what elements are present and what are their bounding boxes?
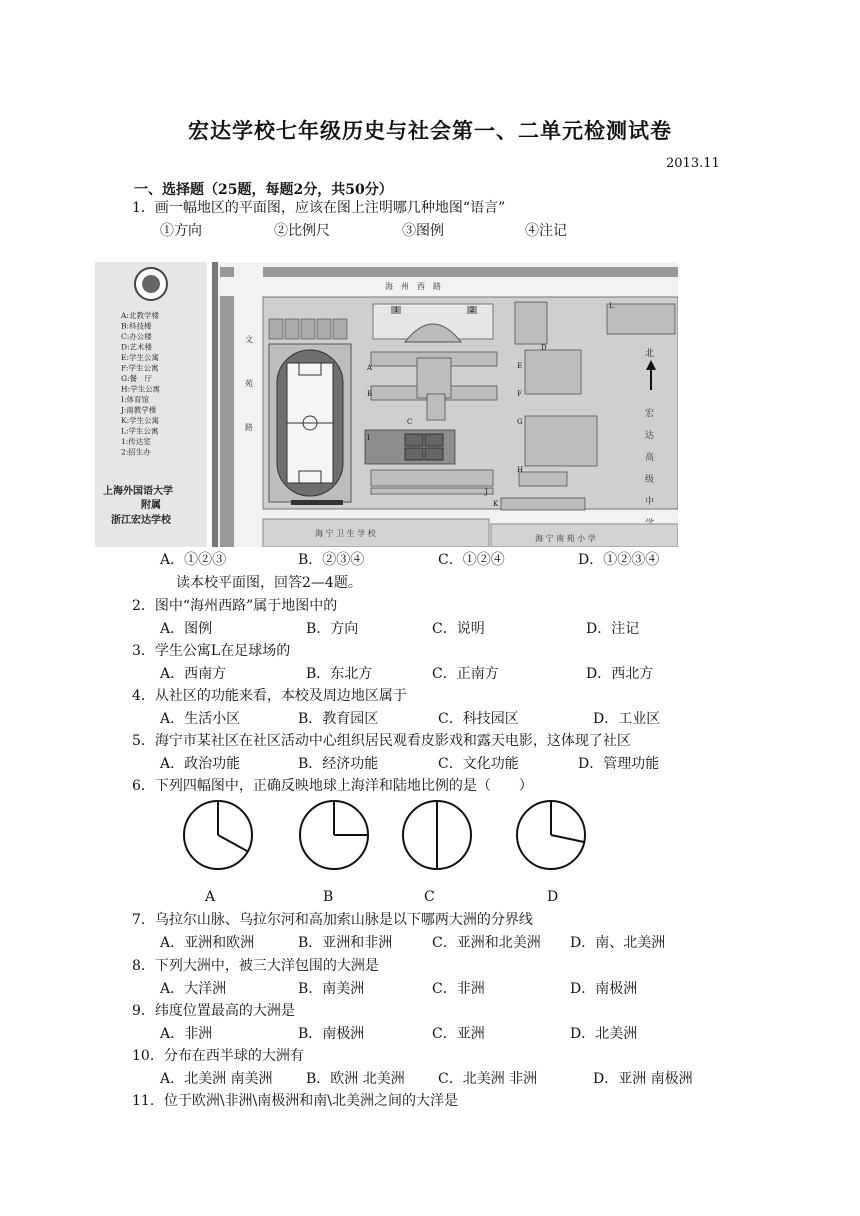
exam-date: 2013.11	[666, 156, 720, 171]
map-building-label: H	[517, 466, 524, 474]
q2-option-a: A．图例	[160, 621, 213, 637]
pie-label-b: B	[323, 889, 334, 905]
map-school-name-bottom: 浙江宏达学校	[111, 515, 171, 526]
q7-option-a: A．亚洲和欧洲	[160, 935, 255, 951]
school-map	[95, 262, 678, 547]
q1-item-2: ②比例尺	[274, 223, 330, 239]
road-label-left-char: 文	[245, 335, 253, 344]
map-building-label: L	[609, 302, 614, 310]
q5-stem: 5．海宁市某社区在社区活动中心组织居民观看皮影戏和露天电影，这体现了社区	[132, 733, 631, 749]
map-building-label: 2	[470, 306, 475, 314]
pie-option-b	[297, 798, 371, 872]
right-school-char: 级	[645, 475, 655, 485]
page-title: 宏达学校七年级历史与社会第一、二单元检测试卷	[188, 118, 672, 143]
road-label-top: 海 州 西 路	[385, 282, 441, 291]
q10-option-c: C．北美洲 非洲	[438, 1071, 538, 1087]
right-school-char: 高	[645, 453, 655, 463]
map-building-label: C	[407, 418, 413, 426]
pie-option-a	[181, 798, 255, 872]
q7-option-c: C．亚洲和北美洲	[432, 935, 541, 951]
q8-stem: 8．下列大洲中，被三大洋包围的大洲是	[132, 958, 379, 974]
q1-item-3: ③图例	[402, 223, 444, 239]
q4-option-c: C．科技园区	[438, 711, 519, 727]
map-intro: 读本校平面图，回答2—4题。	[176, 575, 362, 591]
pie-label-c: C	[424, 889, 435, 905]
pie-option-c	[400, 798, 474, 872]
q3-option-b: B．东北方	[306, 666, 373, 682]
map-legend-item: B:科技楼	[121, 321, 152, 331]
q8-option-a: A．大洋洲	[160, 981, 227, 997]
q1-option-d: D．①②③④	[578, 552, 660, 568]
q10-option-d: D．亚洲 南极洲	[593, 1071, 693, 1087]
map-building-label: G	[517, 418, 523, 426]
q10-stem: 10．分布在西半球的大洲有	[132, 1048, 304, 1064]
q7-stem: 7．乌拉尔山脉、乌拉尔河和高加索山脉是以下哪两大洲的分界线	[132, 912, 533, 928]
map-legend-item: I:体育馆	[121, 395, 149, 404]
map-legend-item: H:学生公寓	[121, 384, 161, 394]
q5-option-a: A．政治功能	[160, 756, 241, 772]
q5-option-c: C．文化功能	[438, 756, 519, 772]
map-building-label: F	[517, 390, 522, 398]
q10-option-a: A．北美洲 南美洲	[160, 1071, 273, 1087]
map-legend-item: F:学生公寓	[121, 363, 159, 373]
q9-option-d: D．北美洲	[570, 1026, 638, 1042]
map-building-label: J	[485, 488, 488, 496]
map-legend-item: J:南教学楼	[121, 405, 157, 415]
map-school-name-mid: 附属	[141, 500, 161, 511]
q7-option-d: D．南、北美洲	[570, 935, 666, 951]
map-building-label: D	[541, 344, 547, 352]
q3-option-c: C．正南方	[432, 666, 499, 682]
q1-option-a: A．①②③	[160, 552, 227, 568]
map-legend-item: E:学生公寓	[121, 353, 160, 362]
q6-stem: 6．下列四幅图中，正确反映地球上海洋和陆地比例的是（ ）	[132, 778, 533, 794]
pie-label-d: D	[547, 889, 559, 905]
q8-option-c: C．非洲	[432, 981, 485, 997]
q4-option-b: B．教育园区	[298, 711, 379, 727]
map-legend-item: G:餐 厅	[121, 374, 153, 383]
q4-option-d: D．工业区	[593, 711, 661, 727]
bottom-right-label: 海 宁 南 苑 小 学	[535, 534, 596, 543]
map-building-label: I	[367, 434, 370, 442]
road-label-left-char: 苑	[245, 379, 253, 388]
north-label: 北	[645, 349, 655, 359]
q7-option-b: B．亚洲和非洲	[298, 935, 393, 951]
q8-option-b: B．南美洲	[298, 981, 365, 997]
right-school-char: 达	[645, 431, 655, 441]
q9-stem: 9．纬度位置最高的大洲是	[132, 1003, 295, 1019]
bottom-left-label: 海 宁 卫 生 学 校	[315, 529, 376, 538]
q1-stem: 1．画一幅地区的平面图，应该在图上注明哪几种地图“语言”	[132, 200, 506, 216]
q1-item-4: ④注记	[525, 223, 567, 239]
q5-option-d: D．管理功能	[578, 756, 660, 772]
right-school-char: 宏	[645, 409, 655, 419]
map-legend-item: A:北教学楼	[121, 311, 159, 320]
q2-option-c: C．说明	[432, 621, 485, 637]
q3-option-a: A．西南方	[160, 666, 227, 682]
map-building-label: E	[517, 362, 523, 370]
map-school-name-top: 上海外国语大学	[103, 486, 173, 497]
map-building-label: K	[493, 500, 499, 508]
q1-option-b: B．②③④	[298, 552, 365, 568]
q9-option-b: B．南极洲	[298, 1026, 365, 1042]
q4-stem: 4．从社区的功能来看，本校及周边地区属于	[132, 688, 407, 704]
q5-option-b: B．经济功能	[298, 756, 379, 772]
right-school-char: 中	[645, 497, 655, 507]
map-legend-item: 1:传达室	[121, 437, 151, 446]
q9-option-a: A．非洲	[160, 1026, 213, 1042]
map-legend-item: 2:招生办	[121, 447, 151, 457]
q1-option-c: C．①②④	[438, 552, 505, 568]
map-building-label: A	[367, 364, 373, 372]
q2-stem: 2．图中“海州西路”属于地图中的	[132, 598, 338, 614]
map-legend-item: D:艺术楼	[121, 342, 153, 352]
q1-item-1: ①方向	[160, 223, 202, 239]
q8-option-d: D．南极洲	[570, 981, 638, 997]
q3-option-d: D．西北方	[586, 666, 654, 682]
q9-option-c: C．亚洲	[432, 1026, 485, 1042]
map-legend-item: K:学生公寓	[121, 416, 160, 425]
q2-option-b: B．方向	[306, 621, 359, 637]
q2-option-d: D．注记	[586, 621, 640, 637]
q10-option-b: B．欧洲 北美洲	[306, 1071, 405, 1087]
map-legend-item: L:学生公寓	[121, 426, 159, 436]
map-building-label: B	[367, 390, 373, 398]
q4-option-a: A．生活小区	[160, 711, 241, 727]
q3-stem: 3．学生公寓L在足球场的	[132, 643, 291, 659]
q11-stem: 11．位于欧洲\非洲\南极洲和南\北美洲之间的大洋是	[132, 1093, 458, 1109]
pie-option-d	[514, 798, 588, 872]
road-label-left-char: 路	[245, 423, 253, 432]
section-heading: 一、选择题（25题，每题2分，共50分）	[134, 182, 393, 198]
pie-label-a: A	[205, 889, 216, 905]
map-building-label: 1	[394, 306, 399, 314]
map-legend-item: C:办公楼	[121, 332, 152, 341]
